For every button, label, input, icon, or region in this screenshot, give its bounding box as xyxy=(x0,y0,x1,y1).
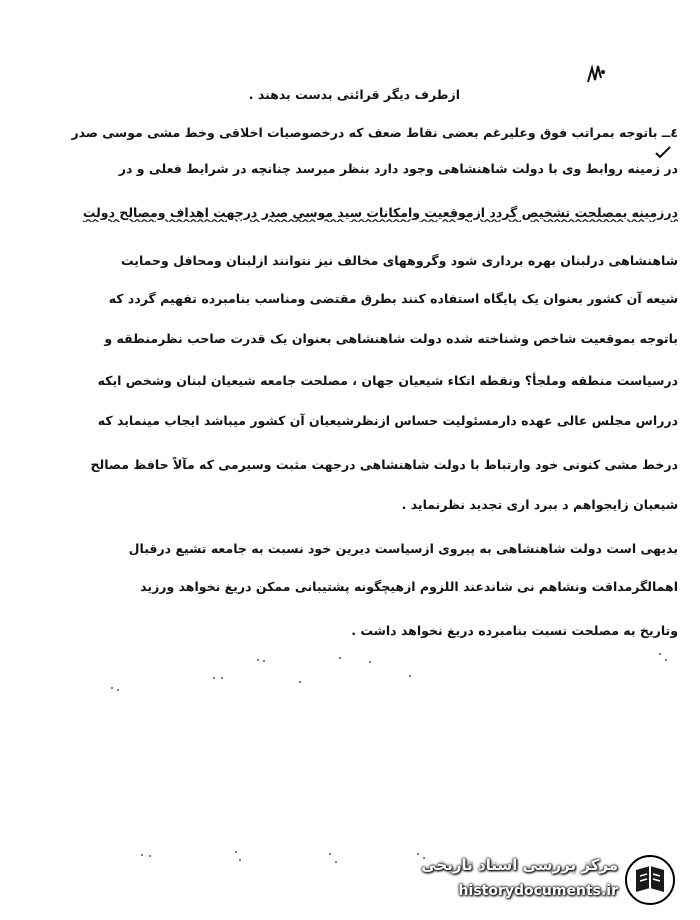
watermark-site: historydocuments.ir xyxy=(458,883,618,899)
handwritten-tick-mark xyxy=(654,145,672,159)
archive-book-icon xyxy=(624,854,676,906)
doc-line-7: باتوجه بموقعیت شاخص وشناخته شده دولت شاهنشاهی بعنوان یک قدرت صاحب نظرمنطقه و xyxy=(104,331,678,346)
handwritten-mark-top xyxy=(584,62,608,86)
archive-watermark xyxy=(380,850,680,912)
doc-line-8: درسیاست منطقه وملجأ؟ ونقطه اتکاء شیعیان جهان ، مصلحت جامعه شیعیان لبنان وشخص ایکه xyxy=(97,373,678,388)
doc-line-5: شاهنشاهی درلبنان بهره برداری شود وگروههای مخالف نیز نتوانند ازلبنان ومحافل وحمایت xyxy=(121,253,678,268)
doc-line-2: ٤ــ باتوجه بمراتب فوق وعلیرغم بعضی نقاط ضعف که درخصوصیات اخلاقی وخط مشی موسی صدر xyxy=(71,125,678,140)
doc-line-3: در زمینه روابط وی با دولت شاهنشاهی وجود دارد بنظر میرسد چنانچه در شرایط فعلی و در xyxy=(118,161,678,176)
doc-line-14: وتاریخ به مصلحت نسبت بنامبرده دریغ نخواهد داشت . xyxy=(351,623,678,638)
doc-line-10: درخط مشی کنونی خود وارتباط با دولت شاهنشاهی درجهت مثبت وسیرمی که مآلاً حافظ مصالح xyxy=(90,457,678,472)
doc-line-6: شیعه آن کشور بعنوان یک پایگاه استفاده کنند بطرق مقتضی ومناسب بنامبرده تفهیم گردد که xyxy=(108,291,678,306)
doc-line-11: شیعیان زایجواهم د ببرد اری تجدید نظرنماید . xyxy=(401,497,678,512)
doc-line-1: ازطرف دیگر قرائتی بدست بدهند . xyxy=(248,87,460,102)
doc-line-13: اهمالگرمداقت ونشاهم نی شاندعند اللزوم ازهیچگونه پشتیبانی ممکن دریغ نخواهد ورزید xyxy=(140,579,678,594)
doc-line-9: درراس مجلس عالی عهده دارمسئولیت حساس ازنظرشیعیان آن کشور میباشد ایجاب مینماید که xyxy=(97,413,678,428)
doc-line-12: بدیهی است دولت شاهنشاهی به پیروی ازسیاست دیرین خود نسبت به جامعه تشیع درقبال xyxy=(128,541,678,556)
doc-line-4: درزمینه بمصلحت تشخیص گردد ازموقعیت وامکانات سید موسی صدر درجهت اهداف ومصالح دولت xyxy=(82,205,678,220)
watermark-title: مرکز بررسی اسناد تاریخی xyxy=(421,856,618,874)
